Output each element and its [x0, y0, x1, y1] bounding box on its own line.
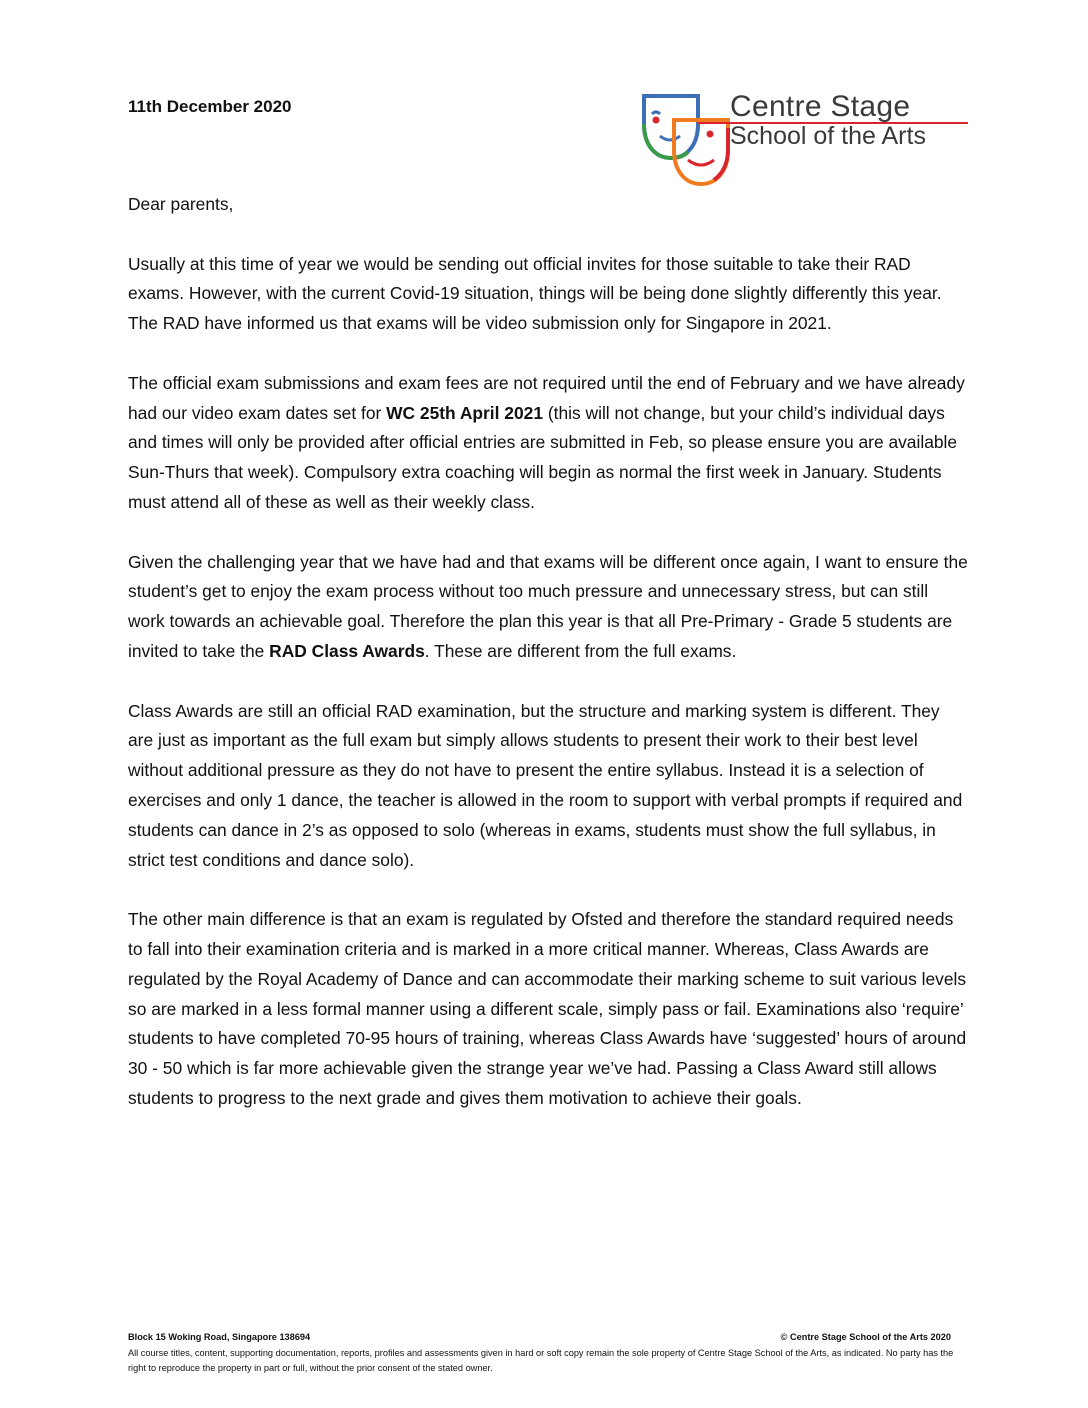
- footer-header-row: [128, 1330, 963, 1346]
- footer-address: Block 15 Woking Road, Singapore 138694: [128, 1332, 311, 1342]
- letter-paragraph-4: Class Awards are still an official RAD examination, but the structure and marking system is different. They are just as important as the full exam but simply allows students to present their work to their best level without additional pressure as they do not have to present the entire syllabus. Instead it is a selection of exercises and only 1 dance, the teacher is allowed in the room to support with verbal prompts if required and students can dance in 2’s as opposed to solo (whereas in exams, students must show the full syllabus, in strict test conditions and dance solo).: [128, 700, 963, 870]
- letter-paragraph-2: [128, 369, 968, 518]
- paragraph-text: Given the challenging year that we have had and that exams will be different once again, I want to ensure the student’s get to enjoy the exam process without too much pressure and unnecessary stress, but can still work towards an achievable goal. Therefore the plan this year is that all Pre-Primary - Grade 5 students are invited to take the: [128, 551, 968, 661]
- logo-subtitle: School of the Arts: [730, 122, 926, 150]
- exam-date-highlight: WC 25th April 2021: [386, 402, 543, 423]
- letter-paragraph-5: The other main difference is that an exam is regulated by Ofsted and therefore the standard required needs to fall into their examination criteria and is marked in a more critical manner. Whereas, Class Awards are regulated by the Royal Academy of Dance and can accommodate their marking scheme to suit various levels so are marked in a less formal manner using a different scale, simply pass or fail. Examinations also ‘require’ students to have completed 70-95 hours of training, whereas Class Awards have ‘suggested’ hours of around 30 - 50 which is far more achievable given the strange year we’ve had. Passing a Class Award still allows students to progress to the next grade and gives them motivation to achieve their goals.: [128, 909, 967, 1108]
- paragraph-text: (this will not change, but your child’s individual days and times will only be provided after official entries are submitted in Feb, so please ensure you are available Sun-Thurs that week). Compulsory extra coaching will begin as normal the first week in January. Students must attend all of these as well as their weekly class.: [128, 402, 958, 512]
- letter-paragraph-3: [128, 548, 968, 667]
- letter-body: [128, 190, 968, 1144]
- letter-greeting: Dear parents,: [128, 194, 234, 214]
- class-awards-highlight: RAD Class Awards: [269, 640, 425, 661]
- footer-notice: All course titles, content, supporting documentation, reports, profiles and assessments given in hard or soft copy remain the sole property of Centre Stage School of the Arts, as indicated. No party has the right to reproduce the property in part or full, without the prior consent of the stated owner.: [128, 1347, 954, 1373]
- theatre-masks-icon: [638, 84, 738, 188]
- paragraph-text: . These are different from the full exams.: [424, 640, 737, 661]
- footer-copyright: © Centre Stage School of the Arts 2020: [780, 1332, 951, 1342]
- letter-paragraph-1: Usually at this time of year we would be sending out official invites for those suitable to take their RAD exams. However, with the current Covid-19 situation, things will be being done slightly differently this year. The RAD have informed us that exams will be video submission only for Singapore in 2021.: [128, 253, 942, 334]
- paragraph-text: The official exam submissions and exam fees are not required until the end of February and we have already had our video exam dates set for: [128, 372, 965, 423]
- logo-title: Centre Stage: [730, 90, 911, 123]
- letter-date: 11th December 2020: [128, 97, 292, 116]
- page-footer: [128, 1330, 963, 1377]
- school-logo: [638, 84, 970, 188]
